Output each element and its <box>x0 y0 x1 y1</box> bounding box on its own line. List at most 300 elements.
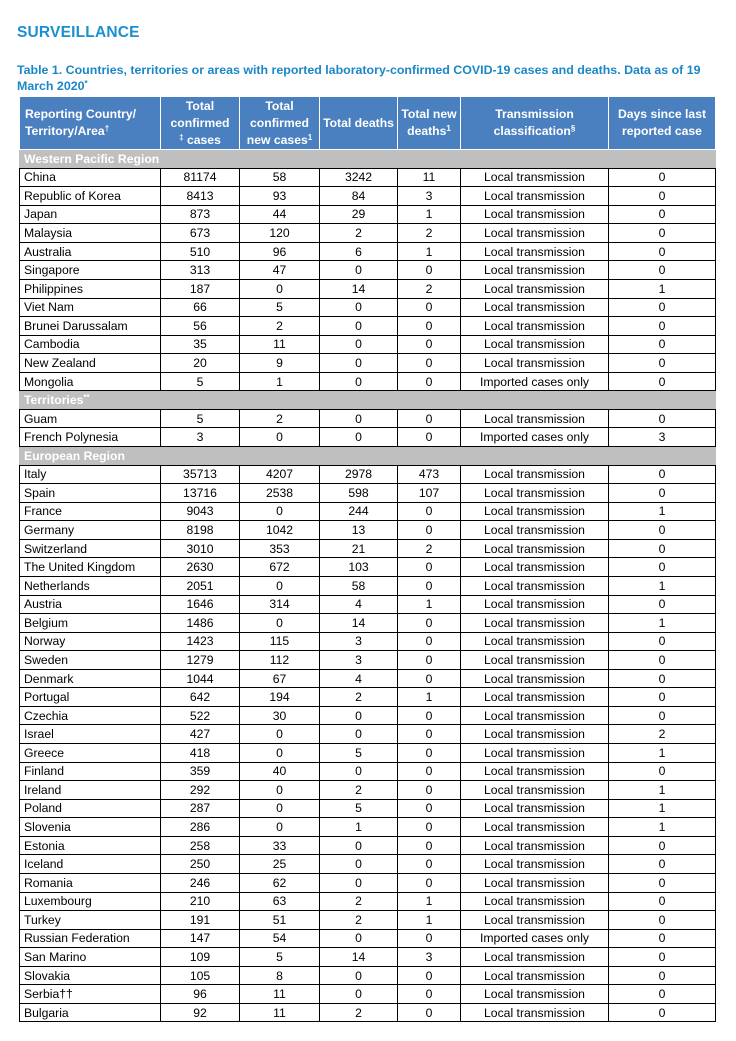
new-cases-cell: 96 <box>240 242 320 261</box>
new-deaths-cell: 1 <box>398 205 461 224</box>
table-row <box>20 465 716 484</box>
table-row <box>20 614 716 633</box>
new-deaths-cell: 0 <box>398 354 461 373</box>
country-cell: Slovenia <box>20 818 161 837</box>
total-cases-cell: 250 <box>161 855 240 874</box>
total-deaths-cell: 0 <box>320 298 398 317</box>
total-deaths-cell: 103 <box>320 558 398 577</box>
header-total-deaths: Total deaths <box>320 97 398 150</box>
days-since-cell: 0 <box>609 911 716 930</box>
transmission-cell: Local transmission <box>461 725 609 744</box>
table-row <box>20 799 716 818</box>
transmission-cell: Local transmission <box>461 279 609 298</box>
table-row <box>20 911 716 930</box>
table-row <box>20 576 716 595</box>
region-name: Western Pacific Region <box>20 150 716 169</box>
total-deaths-cell: 0 <box>320 762 398 781</box>
country-cell: Brunei Darussalam <box>20 317 161 336</box>
days-since-cell: 0 <box>609 317 716 336</box>
table-row <box>20 632 716 651</box>
total-deaths-cell: 2 <box>320 224 398 243</box>
country-cell: Spain <box>20 484 161 503</box>
new-deaths-cell: 473 <box>398 465 461 484</box>
header-transmission: Transmission classification§ <box>461 97 609 150</box>
total-cases-cell: 20 <box>161 354 240 373</box>
days-since-cell: 0 <box>609 261 716 280</box>
new-cases-cell: 47 <box>240 261 320 280</box>
transmission-cell: Local transmission <box>461 187 609 206</box>
table-row <box>20 558 716 577</box>
total-deaths-cell: 29 <box>320 205 398 224</box>
total-cases-cell: 522 <box>161 706 240 725</box>
new-deaths-cell: 0 <box>398 558 461 577</box>
days-since-cell: 1 <box>609 614 716 633</box>
table-row <box>20 372 716 391</box>
country-cell: Viet Nam <box>20 298 161 317</box>
days-since-cell: 0 <box>609 558 716 577</box>
new-deaths-cell: 0 <box>398 502 461 521</box>
new-cases-cell: 2 <box>240 317 320 336</box>
total-cases-cell: 56 <box>161 317 240 336</box>
total-cases-cell: 8413 <box>161 187 240 206</box>
country-cell: San Marino <box>20 948 161 967</box>
days-since-cell: 0 <box>609 372 716 391</box>
country-cell: Poland <box>20 799 161 818</box>
transmission-cell: Local transmission <box>461 892 609 911</box>
total-cases-cell: 418 <box>161 744 240 763</box>
total-cases-cell: 3010 <box>161 539 240 558</box>
days-since-cell: 1 <box>609 818 716 837</box>
new-cases-cell: 1042 <box>240 521 320 540</box>
transmission-cell: Local transmission <box>461 688 609 707</box>
new-cases-cell: 0 <box>240 614 320 633</box>
new-deaths-cell: 107 <box>398 484 461 503</box>
new-cases-cell: 353 <box>240 539 320 558</box>
table-header-row <box>20 97 716 150</box>
days-since-cell: 0 <box>609 873 716 892</box>
transmission-cell: Local transmission <box>461 354 609 373</box>
transmission-cell: Imported cases only <box>461 428 609 447</box>
new-deaths-cell: 0 <box>398 966 461 985</box>
days-since-cell: 0 <box>609 335 716 354</box>
transmission-cell: Local transmission <box>461 242 609 261</box>
days-since-cell: 0 <box>609 539 716 558</box>
new-deaths-cell: 2 <box>398 224 461 243</box>
table-row <box>20 669 716 688</box>
days-since-cell: 0 <box>609 688 716 707</box>
total-deaths-cell: 3 <box>320 651 398 670</box>
table-body <box>20 150 716 1022</box>
days-since-cell: 0 <box>609 465 716 484</box>
days-since-cell: 0 <box>609 651 716 670</box>
new-cases-cell: 0 <box>240 781 320 800</box>
new-deaths-cell: 0 <box>398 372 461 391</box>
transmission-cell: Local transmission <box>461 966 609 985</box>
new-deaths-cell: 0 <box>398 298 461 317</box>
country-cell: Turkey <box>20 911 161 930</box>
days-since-cell: 1 <box>609 279 716 298</box>
header-new-deaths: Total new deaths$^1$ <box>398 97 461 150</box>
new-cases-cell: 5 <box>240 948 320 967</box>
country-cell: Slovakia <box>20 966 161 985</box>
transmission-cell: Local transmission <box>461 576 609 595</box>
days-since-cell: 0 <box>609 521 716 540</box>
country-cell: Romania <box>20 873 161 892</box>
table-row <box>20 168 716 187</box>
country-cell: Mongolia <box>20 372 161 391</box>
days-since-cell: 0 <box>609 929 716 948</box>
table-row <box>20 836 716 855</box>
new-deaths-cell: 0 <box>398 762 461 781</box>
new-cases-cell: 0 <box>240 744 320 763</box>
header-country: Reporting Country/ Territory/Area† <box>20 97 161 150</box>
new-cases-cell: 5 <box>240 298 320 317</box>
total-deaths-cell: 58 <box>320 576 398 595</box>
total-deaths-cell: 2 <box>320 688 398 707</box>
total-deaths-cell: 2 <box>320 781 398 800</box>
total-deaths-cell: 3242 <box>320 168 398 187</box>
country-cell: Switzerland <box>20 539 161 558</box>
table-row <box>20 595 716 614</box>
total-deaths-cell: 0 <box>320 354 398 373</box>
new-deaths-cell: 1 <box>398 595 461 614</box>
days-since-cell: 0 <box>609 632 716 651</box>
new-deaths-cell: 2 <box>398 279 461 298</box>
new-cases-cell: 33 <box>240 836 320 855</box>
country-cell: French Polynesia <box>20 428 161 447</box>
transmission-cell: Local transmission <box>461 762 609 781</box>
table-row <box>20 873 716 892</box>
total-cases-cell: 92 <box>161 1003 240 1022</box>
new-cases-cell: 0 <box>240 818 320 837</box>
country-cell: Malaysia <box>20 224 161 243</box>
transmission-cell: Local transmission <box>461 502 609 521</box>
new-deaths-cell: 0 <box>398 799 461 818</box>
country-cell: Austria <box>20 595 161 614</box>
table-row <box>20 335 716 354</box>
country-cell: Guam <box>20 409 161 428</box>
new-deaths-cell: 0 <box>398 409 461 428</box>
total-deaths-cell: 2 <box>320 911 398 930</box>
country-cell: Ireland <box>20 781 161 800</box>
transmission-cell: Local transmission <box>461 224 609 243</box>
transmission-cell: Imported cases only <box>461 929 609 948</box>
days-since-cell: 0 <box>609 669 716 688</box>
region-footnote-mark: ** <box>83 393 90 403</box>
total-deaths-cell: 2 <box>320 1003 398 1022</box>
transmission-cell: Local transmission <box>461 521 609 540</box>
total-deaths-cell: 0 <box>320 335 398 354</box>
new-deaths-cell: 11 <box>398 168 461 187</box>
new-deaths-cell: 0 <box>398 428 461 447</box>
total-deaths-cell: 0 <box>320 873 398 892</box>
new-cases-cell: 40 <box>240 762 320 781</box>
total-deaths-cell: 0 <box>320 929 398 948</box>
days-since-cell: 1 <box>609 744 716 763</box>
total-cases-cell: 642 <box>161 688 240 707</box>
days-since-cell: 0 <box>609 242 716 261</box>
table-row <box>20 688 716 707</box>
transmission-cell: Local transmission <box>461 168 609 187</box>
total-deaths-cell: 6 <box>320 242 398 261</box>
transmission-cell: Local transmission <box>461 948 609 967</box>
new-cases-cell: 194 <box>240 688 320 707</box>
new-deaths-cell: 0 <box>398 576 461 595</box>
total-deaths-cell: 1 <box>320 818 398 837</box>
days-since-cell: 0 <box>609 855 716 874</box>
transmission-cell: Local transmission <box>461 595 609 614</box>
total-deaths-cell: 0 <box>320 317 398 336</box>
total-deaths-cell: 14 <box>320 614 398 633</box>
header-days-since: Days since last reported case <box>609 97 716 150</box>
transmission-cell: Local transmission <box>461 484 609 503</box>
country-cell: Iceland <box>20 855 161 874</box>
total-cases-cell: 427 <box>161 725 240 744</box>
region-header-row <box>20 391 716 410</box>
new-cases-cell: 54 <box>240 929 320 948</box>
header-total-cases: Total confirmed ‡ cases <box>161 97 240 150</box>
days-since-cell: 1 <box>609 781 716 800</box>
table-caption <box>17 62 727 94</box>
country-cell: Portugal <box>20 688 161 707</box>
transmission-cell: Local transmission <box>461 335 609 354</box>
total-deaths-cell: 0 <box>320 261 398 280</box>
new-deaths-cell: 0 <box>398 781 461 800</box>
table-row <box>20 1003 716 1022</box>
total-cases-cell: 313 <box>161 261 240 280</box>
table-row <box>20 539 716 558</box>
total-cases-cell: 81174 <box>161 168 240 187</box>
country-cell: Estonia <box>20 836 161 855</box>
total-cases-cell: 109 <box>161 948 240 967</box>
total-cases-cell: 873 <box>161 205 240 224</box>
total-cases-cell: 673 <box>161 224 240 243</box>
table-row <box>20 892 716 911</box>
table-row <box>20 242 716 261</box>
days-since-cell: 0 <box>609 836 716 855</box>
total-cases-cell: 191 <box>161 911 240 930</box>
country-cell: Israel <box>20 725 161 744</box>
new-deaths-cell: 0 <box>398 818 461 837</box>
days-since-cell: 0 <box>609 224 716 243</box>
new-deaths-cell: 0 <box>398 744 461 763</box>
total-cases-cell: 5 <box>161 409 240 428</box>
transmission-cell: Local transmission <box>461 985 609 1004</box>
country-cell: Czechia <box>20 706 161 725</box>
table-row <box>20 781 716 800</box>
new-cases-cell: 67 <box>240 669 320 688</box>
country-cell: The United Kingdom <box>20 558 161 577</box>
new-deaths-cell: 3 <box>398 187 461 206</box>
country-cell: Germany <box>20 521 161 540</box>
new-cases-cell: 58 <box>240 168 320 187</box>
days-since-cell: 0 <box>609 966 716 985</box>
new-deaths-cell: 0 <box>398 261 461 280</box>
table-row <box>20 205 716 224</box>
section-heading: SURVEILLANCE <box>17 24 140 41</box>
total-deaths-cell: 14 <box>320 279 398 298</box>
new-cases-cell: 62 <box>240 873 320 892</box>
table-row <box>20 966 716 985</box>
new-deaths-cell: 0 <box>398 335 461 354</box>
days-since-cell: 0 <box>609 762 716 781</box>
table-row <box>20 409 716 428</box>
total-deaths-cell: 0 <box>320 372 398 391</box>
covid-cases-table <box>19 96 716 1022</box>
new-deaths-cell: 0 <box>398 521 461 540</box>
days-since-cell: 0 <box>609 985 716 1004</box>
total-cases-cell: 96 <box>161 985 240 1004</box>
new-cases-cell: 11 <box>240 1003 320 1022</box>
total-deaths-cell: 0 <box>320 985 398 1004</box>
table-row <box>20 651 716 670</box>
new-cases-cell: 11 <box>240 985 320 1004</box>
transmission-cell: Local transmission <box>461 539 609 558</box>
new-cases-cell: 9 <box>240 354 320 373</box>
transmission-cell: Imported cases only <box>461 372 609 391</box>
country-cell: Russian Federation <box>20 929 161 948</box>
total-cases-cell: 1486 <box>161 614 240 633</box>
transmission-cell: Local transmission <box>461 818 609 837</box>
table-row <box>20 855 716 874</box>
total-cases-cell: 287 <box>161 799 240 818</box>
days-since-cell: 0 <box>609 354 716 373</box>
total-deaths-cell: 0 <box>320 836 398 855</box>
new-cases-cell: 44 <box>240 205 320 224</box>
table-row <box>20 502 716 521</box>
transmission-cell: Local transmission <box>461 465 609 484</box>
new-deaths-cell: 0 <box>398 929 461 948</box>
country-cell: Denmark <box>20 669 161 688</box>
new-deaths-cell: 0 <box>398 1003 461 1022</box>
table-row <box>20 187 716 206</box>
new-cases-cell: 0 <box>240 279 320 298</box>
new-cases-cell: 8 <box>240 966 320 985</box>
new-cases-cell: 0 <box>240 799 320 818</box>
country-cell: Cambodia <box>20 335 161 354</box>
transmission-cell: Local transmission <box>461 744 609 763</box>
total-cases-cell: 1279 <box>161 651 240 670</box>
days-since-cell: 0 <box>609 298 716 317</box>
new-deaths-cell: 0 <box>398 632 461 651</box>
days-since-cell: 0 <box>609 892 716 911</box>
new-deaths-cell: 1 <box>398 242 461 261</box>
total-deaths-cell: 5 <box>320 799 398 818</box>
total-cases-cell: 359 <box>161 762 240 781</box>
country-cell: Bulgaria <box>20 1003 161 1022</box>
transmission-cell: Local transmission <box>461 205 609 224</box>
new-deaths-cell: 1 <box>398 911 461 930</box>
new-cases-cell: 1 <box>240 372 320 391</box>
table-row <box>20 298 716 317</box>
new-cases-cell: 63 <box>240 892 320 911</box>
new-cases-cell: 0 <box>240 502 320 521</box>
new-deaths-cell: 0 <box>398 317 461 336</box>
days-since-cell: 1 <box>609 576 716 595</box>
country-cell: Luxembourg <box>20 892 161 911</box>
new-deaths-cell: 2 <box>398 539 461 558</box>
new-cases-cell: 2538 <box>240 484 320 503</box>
caption-footnote-mark: * <box>84 79 88 88</box>
new-cases-cell: 120 <box>240 224 320 243</box>
new-deaths-cell: 0 <box>398 706 461 725</box>
transmission-cell: Local transmission <box>461 298 609 317</box>
total-cases-cell: 258 <box>161 836 240 855</box>
total-cases-cell: 187 <box>161 279 240 298</box>
total-cases-cell: 246 <box>161 873 240 892</box>
table-row <box>20 762 716 781</box>
country-cell: Singapore <box>20 261 161 280</box>
transmission-cell: Local transmission <box>461 261 609 280</box>
country-cell: Japan <box>20 205 161 224</box>
new-cases-cell: 0 <box>240 576 320 595</box>
table-row <box>20 744 716 763</box>
new-deaths-cell: 1 <box>398 892 461 911</box>
total-cases-cell: 2630 <box>161 558 240 577</box>
region-header-row <box>20 150 716 169</box>
total-cases-cell: 5 <box>161 372 240 391</box>
country-cell: Philippines <box>20 279 161 298</box>
total-deaths-cell: 0 <box>320 966 398 985</box>
transmission-cell: Local transmission <box>461 614 609 633</box>
country-cell: Finland <box>20 762 161 781</box>
transmission-cell: Local transmission <box>461 799 609 818</box>
transmission-cell: Local transmission <box>461 317 609 336</box>
transmission-cell: Local transmission <box>461 632 609 651</box>
total-cases-cell: 210 <box>161 892 240 911</box>
new-cases-cell: 2 <box>240 409 320 428</box>
new-deaths-cell: 1 <box>398 688 461 707</box>
country-cell: Netherlands <box>20 576 161 595</box>
new-deaths-cell: 0 <box>398 725 461 744</box>
total-deaths-cell: 0 <box>320 706 398 725</box>
new-deaths-cell: 0 <box>398 614 461 633</box>
country-cell: Norway <box>20 632 161 651</box>
total-cases-cell: 105 <box>161 966 240 985</box>
region-name: Territories** <box>20 391 716 410</box>
new-cases-cell: 0 <box>240 428 320 447</box>
total-cases-cell: 1646 <box>161 595 240 614</box>
country-cell: Greece <box>20 744 161 763</box>
days-since-cell: 0 <box>609 168 716 187</box>
table-row <box>20 428 716 447</box>
total-cases-cell: 3 <box>161 428 240 447</box>
new-cases-cell: 0 <box>240 725 320 744</box>
region-header-row <box>20 447 716 466</box>
days-since-cell: 1 <box>609 502 716 521</box>
days-since-cell: 0 <box>609 484 716 503</box>
days-since-cell: 0 <box>609 948 716 967</box>
total-cases-cell: 13716 <box>161 484 240 503</box>
new-cases-cell: 11 <box>240 335 320 354</box>
total-cases-cell: 286 <box>161 818 240 837</box>
total-cases-cell: 2051 <box>161 576 240 595</box>
transmission-cell: Local transmission <box>461 558 609 577</box>
total-deaths-cell: 0 <box>320 855 398 874</box>
total-cases-cell: 35 <box>161 335 240 354</box>
table-row <box>20 948 716 967</box>
transmission-cell: Local transmission <box>461 873 609 892</box>
total-deaths-cell: 0 <box>320 725 398 744</box>
transmission-cell: Local transmission <box>461 651 609 670</box>
total-deaths-cell: 4 <box>320 595 398 614</box>
transmission-cell: Local transmission <box>461 836 609 855</box>
total-cases-cell: 292 <box>161 781 240 800</box>
table-row <box>20 261 716 280</box>
table-row <box>20 317 716 336</box>
total-cases-cell: 9043 <box>161 502 240 521</box>
table-row <box>20 354 716 373</box>
